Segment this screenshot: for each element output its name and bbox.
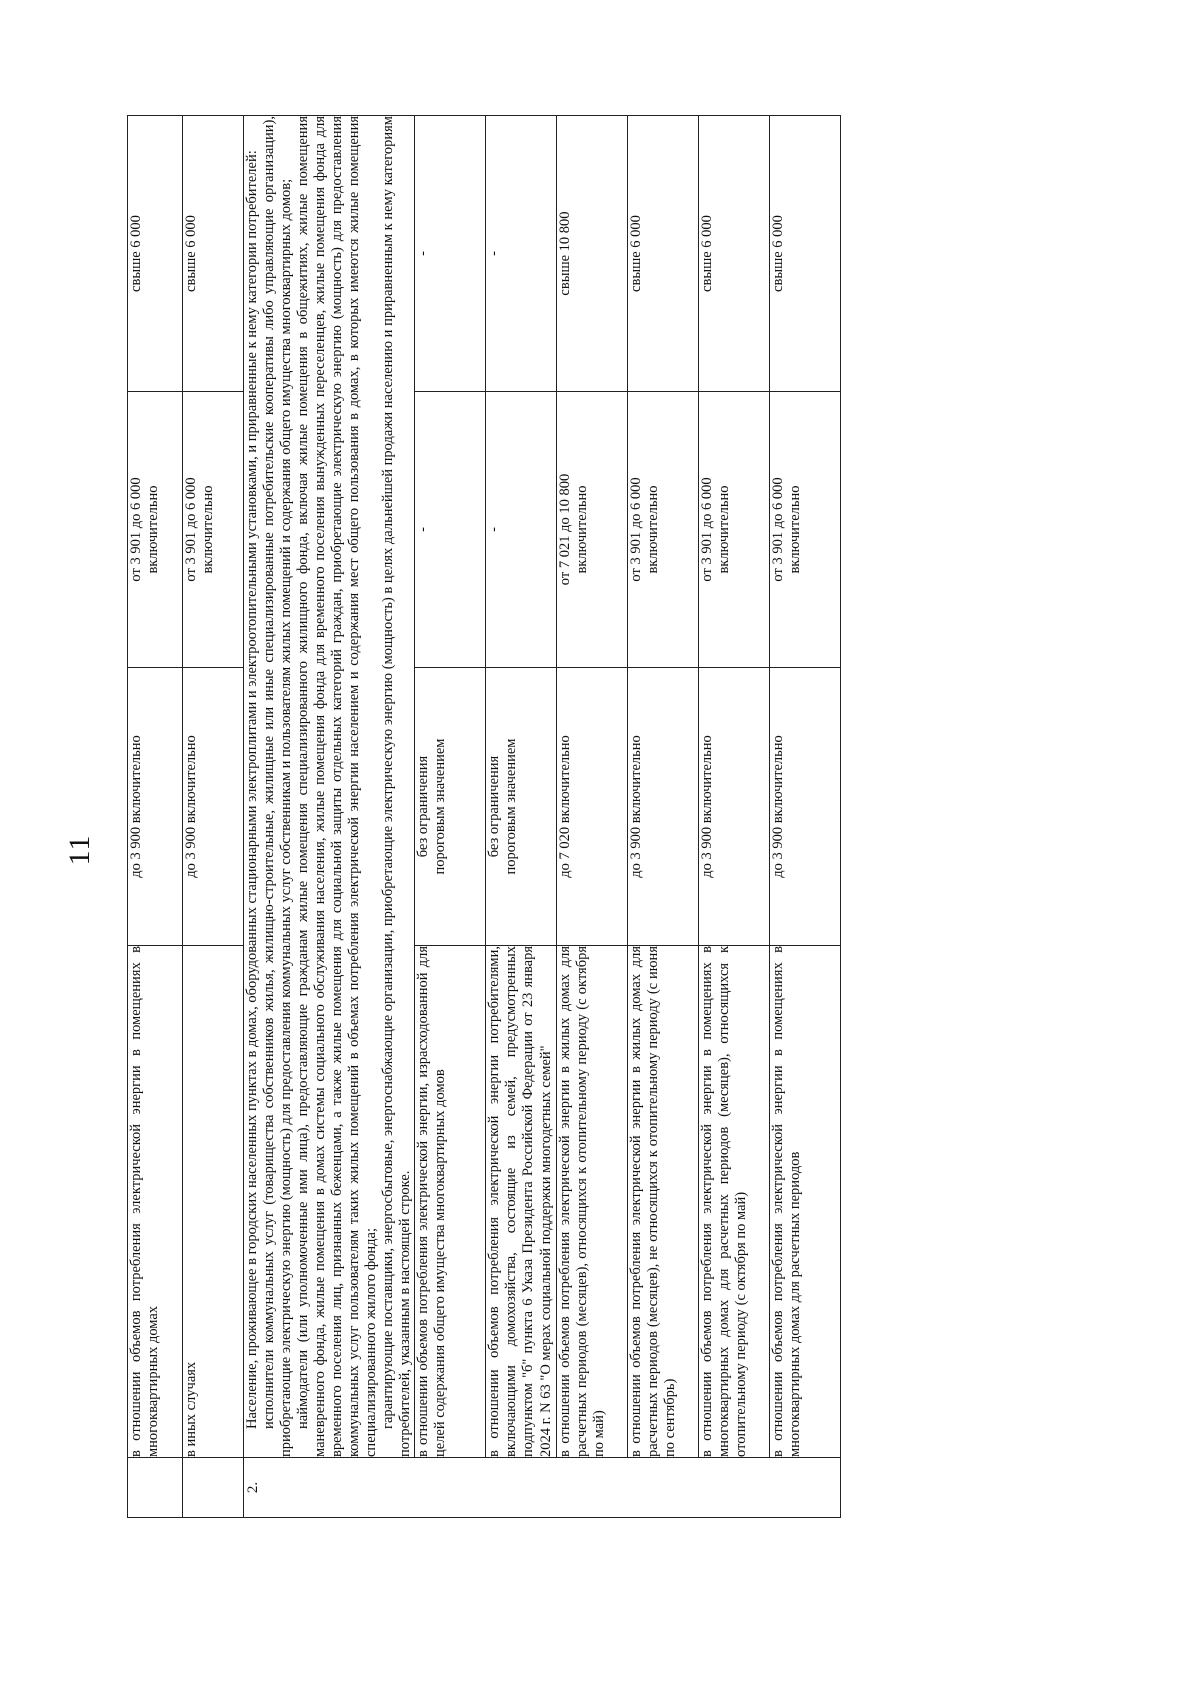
row-description: в отношении объемов потребления электрической энергии в жилых домах для расчетных периодов (месяцев), относящихся к отопительному периоду (с октября по май) xyxy=(556,946,627,1458)
section-2-text xyxy=(244,116,415,1458)
range-lower-cell xyxy=(556,668,627,946)
range-lower: до 7 020 включительно xyxy=(556,735,573,878)
row-description: в отношении объемов потребления электрической энергии в помещениях в многоквартирных домах xyxy=(128,946,183,1458)
table-row-common-property xyxy=(414,116,485,1518)
table-row-other-cases xyxy=(183,116,244,1518)
range-lower: без ограничения пороговым значением xyxy=(414,738,448,875)
range-lower-cell xyxy=(414,668,485,946)
table-row-houses-non-heating-season xyxy=(627,116,698,1518)
range-middle: от 3 901 до 6 000 включительно xyxy=(627,477,661,582)
table-row-section-2 xyxy=(244,116,415,1518)
section-number: 2. xyxy=(244,1458,841,1518)
range-upper: свыше 6 000 xyxy=(183,215,199,292)
range-upper: - xyxy=(414,251,431,256)
range-middle: - xyxy=(485,527,502,532)
range-upper: свыше 6 000 xyxy=(698,215,715,292)
table-row-apartments-heating-season xyxy=(698,116,769,1518)
range-upper: свыше 6 000 xyxy=(627,215,644,292)
range-upper-cell xyxy=(769,116,840,392)
range-middle: от 3 901 до 6 000 включительно xyxy=(183,477,217,582)
range-middle-cell xyxy=(128,392,183,668)
table-row-apartments-periods xyxy=(769,116,840,1518)
range-lower-cell xyxy=(183,668,244,946)
range-middle-cell xyxy=(627,392,698,668)
table-row-large-families xyxy=(485,116,556,1518)
range-upper: - xyxy=(485,251,502,256)
range-lower: до 3 900 включительно xyxy=(769,735,786,878)
range-lower-cell xyxy=(698,668,769,946)
range-middle-cell xyxy=(414,392,485,668)
range-lower: без ограничения пороговым значением xyxy=(485,738,519,875)
table-row-houses-heating-season xyxy=(556,116,627,1518)
section-paragraph: наймодатели (или уполномоченные ими лица), предоставляющие гражданам жилые помещения специализированного жилищного фонда, включая жилые помещения в общежитиях, жилые помещения маневренного фонда, жилые помещения в домах системы социального обслуживания населения, жилые помещения фонда для временного поселения вынужденных переселенцев, жилые помещения фонда для временного поселения лиц, признанных беженцами, а также жилые помещения для социальной защиты отдельных категорий граждан, приобретающие электрическую энергию (мощность) для предоставления коммунальных услуг пользователям таких жилых помещений в объемах потребления электрической энергии населением и содержания мест общего пользования в домах, в которых имеются жилые помещения специализированного жилого фонда; xyxy=(294,116,379,1457)
row-description: в иных случаях xyxy=(183,946,244,1458)
row-description: в отношении объемов потребления электрической энергии в жилых домах для расчетных периодов (месяцев), не относящихся к отопительному периоду (с июня по сентябрь) xyxy=(627,946,698,1458)
range-lower: до 3 900 включительно xyxy=(183,735,199,878)
range-lower: до 3 900 включительно xyxy=(627,735,644,878)
section-paragraph: гарантирующие поставщики, энергосбытовые, энергоснабжающие организации, приобретающие электрическую энергию (мощность) в целях дальнейшей продажи населению и приравненным к нему категориям потребителей, указанным в настоящей строке. xyxy=(379,116,413,1457)
range-lower-cell xyxy=(769,668,840,946)
range-upper: свыше 6 000 xyxy=(769,215,786,292)
page-number: 11 xyxy=(63,834,96,866)
range-upper-cell xyxy=(485,116,556,392)
range-lower: до 3 900 включительно xyxy=(698,735,715,878)
rotated-landscape-content xyxy=(55,90,1145,1610)
section-paragraph: Население, проживающее в городских населенных пунктах в домах, оборудованных стационарными электроплитами и электроотопительными установками, и приравненные к нему категории потребителей: xyxy=(244,150,260,1429)
row-description: в отношении объемов потребления электрической энергии потребителями, включающими домохозяйства, состоящие из семей, предусмотренных подпунктом "б" пункта 6 Указа Президента Российской Федерации от 23 января 2024 г. N 63 "О мерах социальной поддержки многодетных семей" xyxy=(485,946,556,1458)
range-middle: от 7 021 до 10 800 включительно xyxy=(556,473,590,586)
range-upper-cell xyxy=(128,116,183,392)
range-upper-cell xyxy=(414,116,485,392)
range-upper-cell xyxy=(627,116,698,392)
range-middle-cell xyxy=(556,392,627,668)
range-middle: от 3 901 до 6 000 включительно xyxy=(128,477,162,582)
row-description: в отношении объемов потребления электрической энергии в помещениях в многоквартирных домах для расчетных периодов (месяцев), относящихся к отопительному периоду (с октября по май) xyxy=(698,946,769,1458)
row-number-cell xyxy=(183,1458,244,1518)
row-description: в отношении объемов потребления электрической энергии, израсходованной для целей содержания общего имущества многоквартирных домов xyxy=(414,946,485,1458)
range-lower: до 3 900 включительно xyxy=(128,735,144,878)
table-row-apartment-buildings xyxy=(128,116,183,1518)
row-description: в отношении объемов потребления электрической энергии в помещениях в многоквартирных домах для расчетных периодов xyxy=(769,946,840,1458)
range-middle-cell xyxy=(183,392,244,668)
range-lower-cell xyxy=(128,668,183,946)
range-middle: - xyxy=(414,527,431,532)
range-upper: свыше 10 800 xyxy=(556,211,573,296)
range-upper-cell xyxy=(183,116,244,392)
range-lower-cell xyxy=(485,668,556,946)
range-middle: от 3 901 до 6 000 включительно xyxy=(698,477,732,582)
range-upper-cell xyxy=(556,116,627,392)
tariff-volume-table xyxy=(127,115,841,1518)
range-middle-cell xyxy=(485,392,556,668)
range-middle-cell xyxy=(698,392,769,668)
range-middle: от 3 901 до 6 000 включительно xyxy=(769,477,803,582)
range-upper-cell xyxy=(698,116,769,392)
range-middle-cell xyxy=(769,392,840,668)
row-number-cell xyxy=(128,1458,183,1518)
section-paragraph: исполнители коммунальных услуг (товарищества собственников жилья, жилищно-строительные, жилищные или иные специализированные потребительские кооперативы либо управляющие организации), приобретающие электрическую энергию (мощность) для предоставления коммунальных услуг собственникам и пользователям жилых помещений и содержания общего имущества многоквартирных домов; xyxy=(260,116,294,1457)
range-upper: свыше 6 000 xyxy=(128,215,144,292)
range-lower-cell xyxy=(627,668,698,946)
